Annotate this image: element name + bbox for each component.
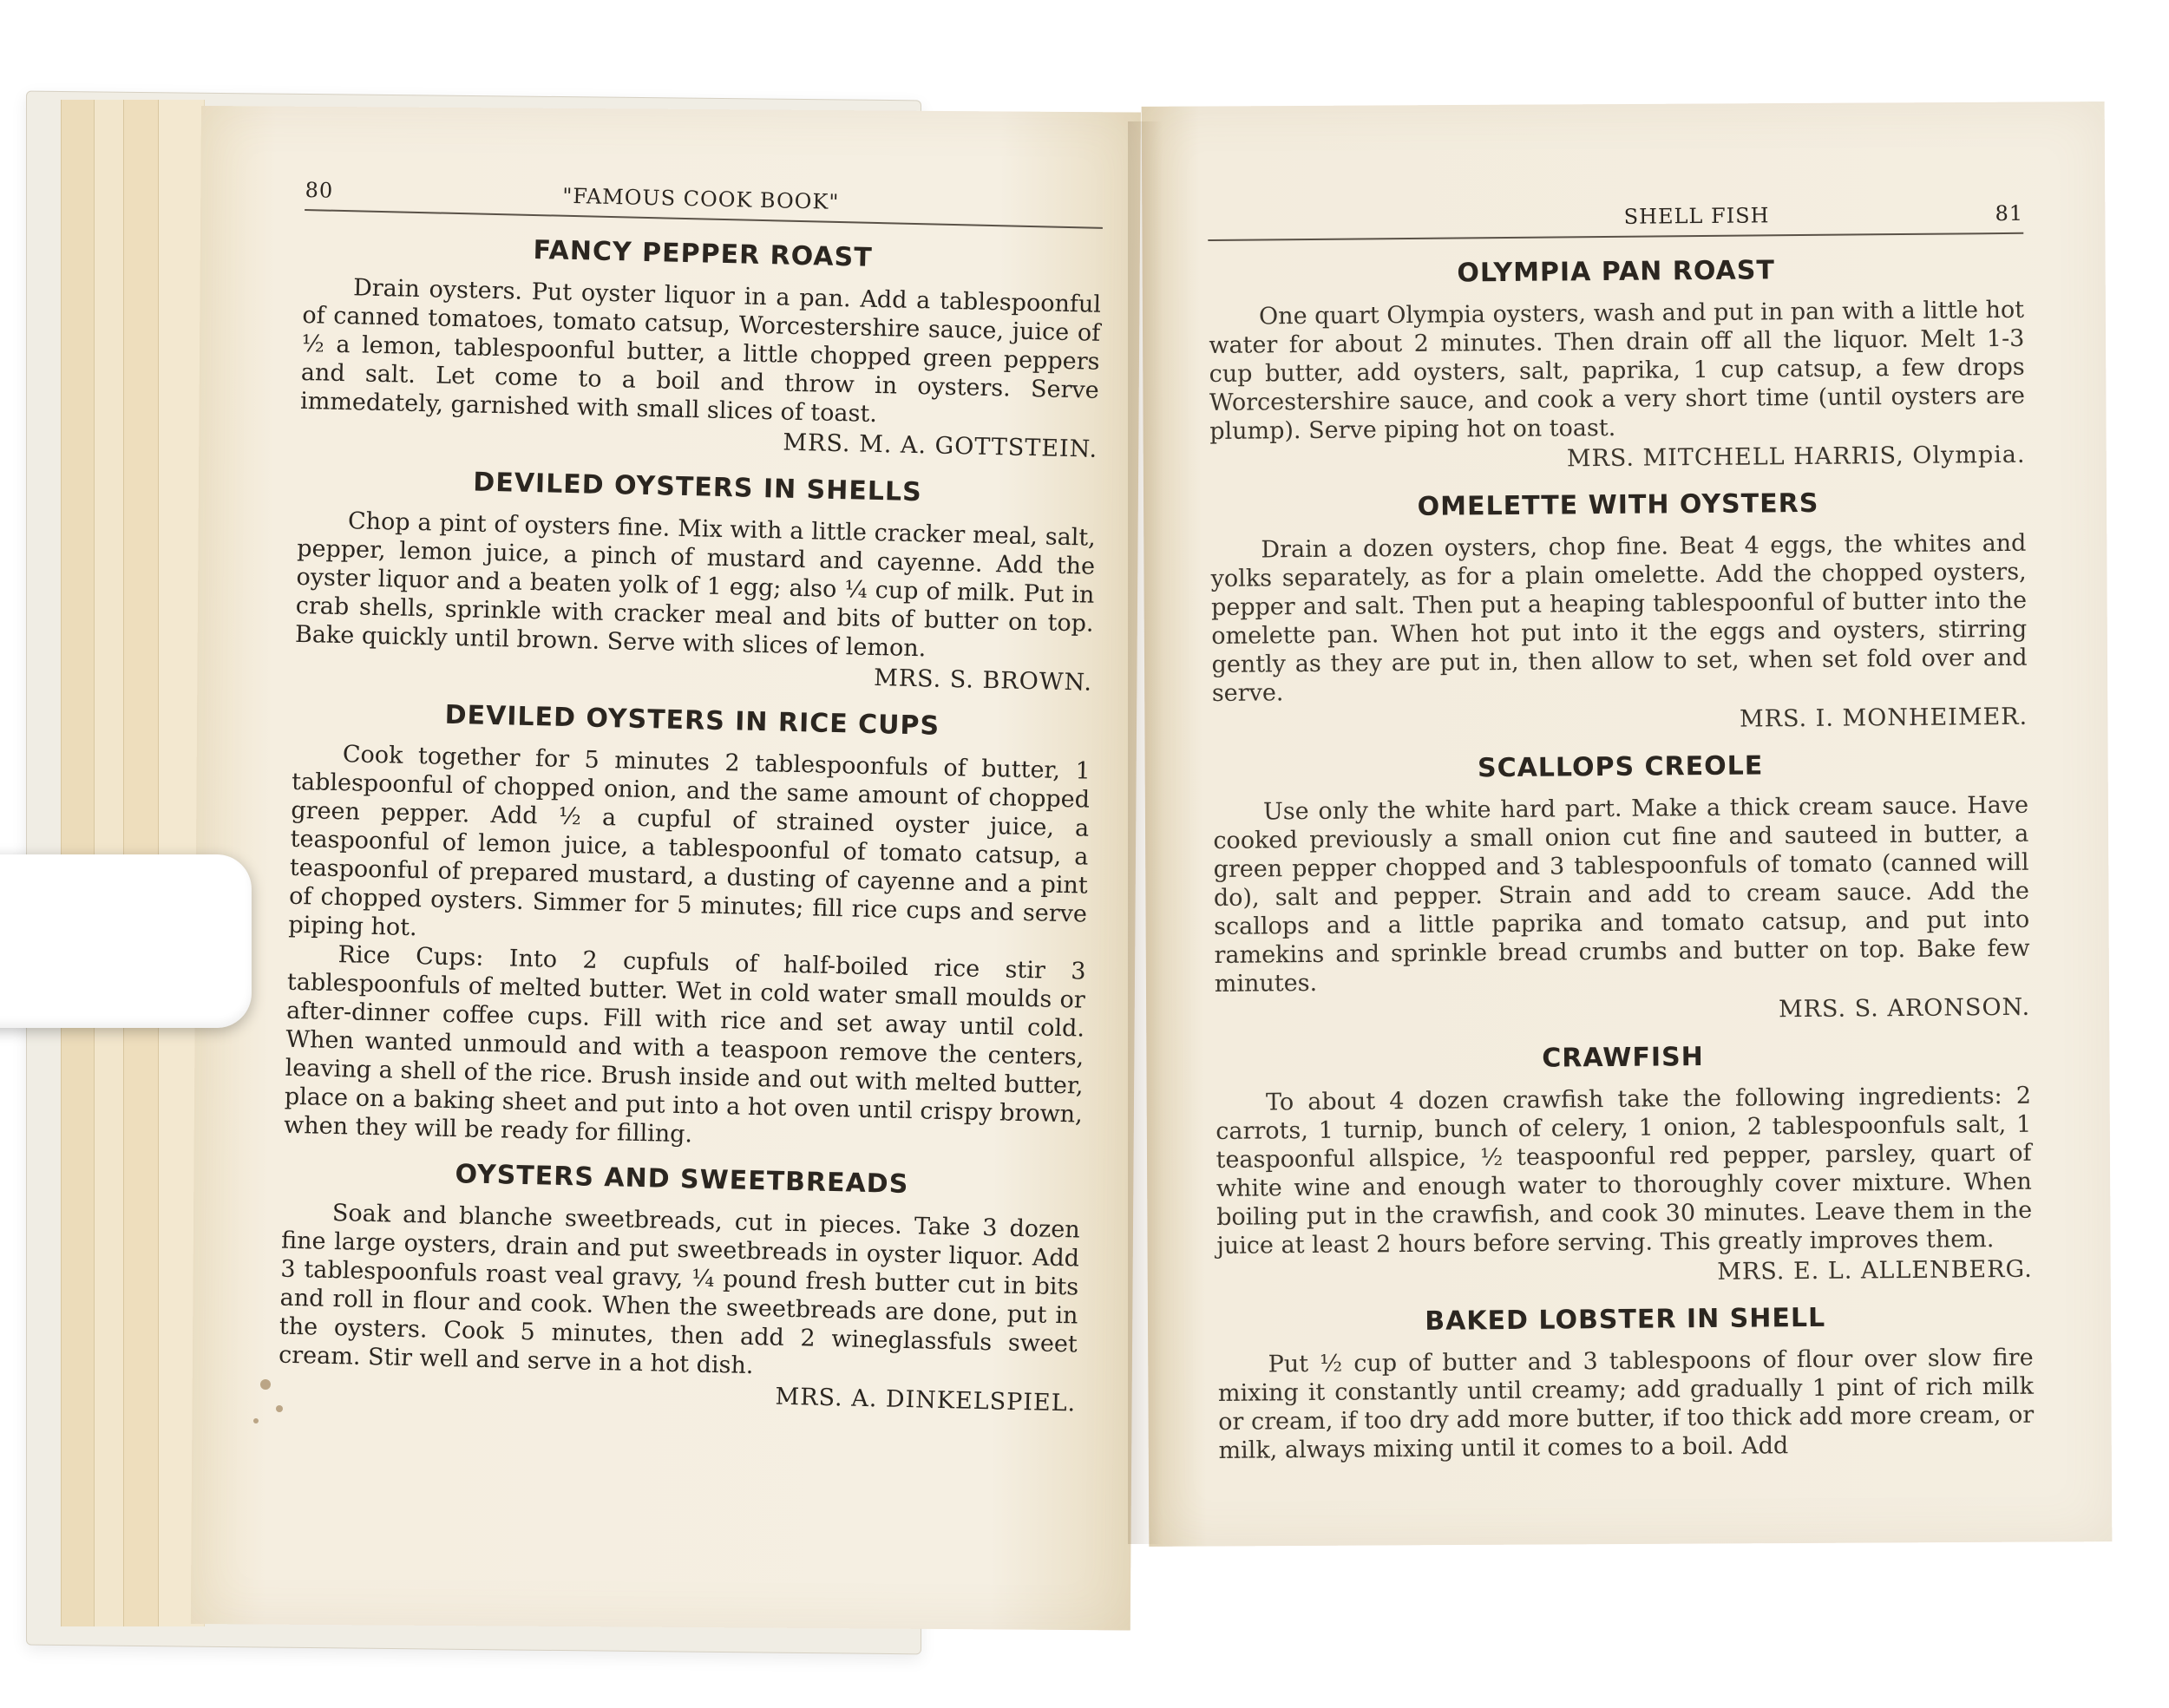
recipe-title: OYSTERS AND SWEETBREADS (455, 1159, 909, 1201)
recipe-author: MRS. I. MONHEIMER. (1739, 703, 2028, 733)
recipe-author: MRS. M. A. GOTTSTEIN. (783, 429, 1098, 463)
recipe-text-continued: Rice Cups: Into 2 cupfuls of half-boiled rice stir 3 tablespoonfuls of melted butter. Wet in cold water small moulds or after-dinner coffee cups. Fill with rice and set away until cold. When wanted unmould and with a teaspoon remove the centers, leaving a shell of the rice. Brush inside and out with melted butter, place on a baking sheet and put into a hot oven until crispy brown, when they will be ready for filling. (283, 941, 1086, 1148)
recipe-text: Cook together for 5 minutes 2 tablespoonfuls of butter, 1 tablespoonful of chopped onion, and the same amount of chopped green pepper. Add ½ a cupful of strained oyster juice, a teaspoonful of lemon juice, a tablespoonful of tomato catsup, a teaspoonful of prepared mustard, a dusting of cayenne and a pint of chopped oysters. Simmer for 5 minutes; fill rice cups and serve piping hot. (288, 741, 1091, 942)
running-head-title: "FAMOUS COOK BOOK" (561, 183, 840, 214)
recipe-title: DEVILED OYSTERS IN SHELLS (473, 467, 923, 508)
left-page-text (278, 178, 1104, 1436)
recipe-text: To about 4 dozen crawfish take the following ingredients: 2 carrots, 1 turnip, bunch of celery, 1 onion, 2 tablespoonfuls salt, 1 teaspoonful allspice, ½ teaspoonful red pepper, parsley, quart of white wine and enough water to thoroughly cover mixture. When boiling put in the crawfish, and cook 30 minutes. Leave them in the juice at least 2 hours before serving. This greatly improves them. (1216, 1082, 2033, 1260)
recipe-title: SCALLOPS CREOLE (1477, 750, 1764, 784)
recipe-author: MRS. MITCHELL HARRIS, Olympia. (1566, 441, 2026, 473)
page-number: 80 (305, 178, 334, 203)
recipe-title: CRAWFISH (1542, 1042, 1704, 1074)
recipe-text: Chop a pint of oysters fine. Mix with a little cracker meal, salt, pepper, lemon juice, a pinch of mustard and cayenne. Add the oyster liquor and a beaten yolk of 1 egg; also ¼ cup of milk. Put in crab shells, sprinkle with cracker meal and bits of butter on top. Bake quickly until brown. Serve with slices of lemon. (294, 507, 1097, 663)
recipe-text: Drain oysters. Put oyster liquor in a pan. Add a tablespoonful of canned tomatoes, tomato catsup, Worcestershire sauce, juice of ½ a lemon, tablespoonful butter, a little chopped green peppers and salt. Let come to a boil and throw in oysters. Serve immedately, garnished with small slices of toast. (299, 274, 1102, 429)
recipe-title: DEVILED OYSTERS IN RICE CUPS (444, 699, 940, 742)
page-number: 81 (1995, 200, 2024, 226)
recipe-author: MRS. E. L. ALLENBERG. (1717, 1255, 2033, 1286)
recipe-title: OMELETTE WITH OYSTERS (1417, 488, 1819, 522)
spine-shadow (1128, 121, 1163, 1544)
right-running-head (1208, 201, 2023, 241)
recipe-text: Put ½ cup of butter and 3 tablespoons of flour over slow fire mixing it constantly until creamy; add gradually 1 pint of rich milk or cream, if too dry add more butter, if too thick add more cream, or milk, always mixing until it comes to a boil. Add (1217, 1344, 2035, 1464)
recipe-author: MRS. S. ARONSON. (1778, 993, 2031, 1024)
recipe-text: Use only the white hard part. Make a thick cream sauce. Have cooked previously a small onion cut fine and sauteed in butter, a green pepper chopped and 3 tablespoonfuls of tomato (canned will do), salt and pepper. Strain and add to cream sauce. Add the scallops and a little paprika and tomato catsup, and put into ramekins and sprinkle bread crumbs and butter on top. Bake few minutes. (1213, 791, 2030, 998)
recipe-text: Drain a dozen oysters, chop fine. Beat 4 eggs, the whites and yolks separately, as for a plain omelette. Add the chopped oysters, pepper and salt. Then put a heaping tablespoonful of butter into the omelette pan. When hot put into it the eggs and oysters, stirring gently as they are put in, then allow to set, when set fold over and serve. (1210, 529, 2028, 707)
recipe-title: OLYMPIA PAN ROAST (1457, 255, 1776, 289)
page-clip (0, 854, 252, 1028)
recipe-author: MRS. A. DINKELSPIEL. (775, 1383, 1077, 1417)
recipe-author: MRS. S. BROWN. (873, 664, 1093, 697)
foxing-spot (260, 1379, 271, 1390)
right-page-text (1208, 201, 2035, 1465)
recipe-title: FANCY PEPPER ROAST (533, 234, 874, 273)
recipe-text: Soak and blanche sweetbreads, cut in pieces. Take 3 dozen fine large oysters, drain and put sweetbreads in oyster liquor. Add 3 tablespoonfuls roast veal gravy, ¼ pound fresh butter cut in bits and roll in flour and cook. When the sweetbreads are done, put in the oysters. Cook 5 minutes, then add 2 wineglassfuls sweet cream. Stir well and serve in a hot dish. (278, 1200, 1081, 1380)
recipe-text: One quart Olympia oysters, wash and put in pan with a little hot water for about 2 minutes. Then drain off all the liquor. Melt 1-3 cup butter, add oysters, salt, paprika, 1 cup catsup, a few drops Worcestershire sauce, and cook a very short time (until oysters are plump). Serve piping hot on toast. (1209, 296, 2026, 445)
recipe-title: BAKED LOBSTER IN SHELL (1425, 1302, 1826, 1337)
running-head-title: SHELL FISH (1623, 203, 1770, 229)
foxing-spot (253, 1418, 259, 1423)
